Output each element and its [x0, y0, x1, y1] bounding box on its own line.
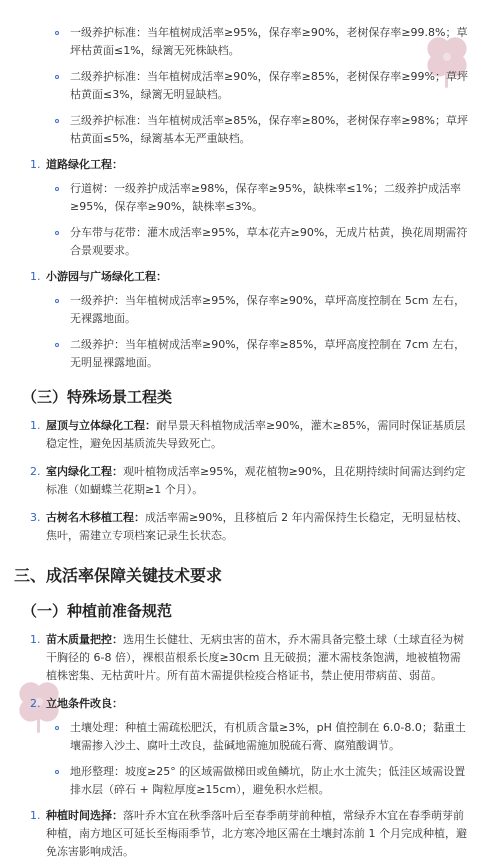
item-text: 成活率需≥90%，且移植后 2 年内需保持生长稳定，无明显枯枝、焦叶，需建立专项档案记录生长状态。 — [46, 511, 468, 542]
item-text: 观叶植物成活率≥95%，观花植物≥90%，且花期持续时间需达到约定标准（如蝴蝶兰花期≥1 个月）。 — [46, 465, 466, 496]
item-title: 古树名木移植工程： — [46, 511, 145, 524]
numbered-item — [30, 695, 470, 713]
list-item: 一级养护：当年植树成活率≥95%，保存率≥90%，草坪高度控制在 5cm 左右，无裸露地面。 — [50, 292, 470, 328]
numbered-item — [30, 631, 470, 685]
numbered-item — [30, 509, 470, 545]
list-item: 二级养护标准：当年植树成活率≥90%，保存率≥85%，老树保存率≥99%；草坪枯黄面≤3%，绿篱无明显缺档。 — [50, 68, 470, 104]
list-item: 土壤处理：种植土需疏松肥沃，有机质含量≥3%，pH 值控制在 6.0-8.0；黏重土壤需掺入沙土、腐叶土改良，盐碱地需施加脱硫石膏、腐殖酸调节。 — [50, 719, 470, 755]
item-text: 落叶乔木宜在秋季落叶后至春季萌芽前种植，常绿乔木宜在春季萌芽前种植，南方地区可延长至梅雨季节，北方寒冷地区需在土壤封冻前 1 个月完成种植，避免冻害影响成活。 — [46, 809, 467, 858]
list-item: 分车带与花带：灌木成活率≥95%，草本花卉≥90%，无成片枯黄，换花周期需符合景观要求。 — [50, 224, 470, 260]
numbered-item — [30, 463, 470, 499]
item-number: 1. — [30, 158, 41, 171]
item-title: 苗木质量把控： — [46, 633, 123, 646]
item-title: 种植时间选择： — [46, 809, 123, 822]
numbered-item — [30, 807, 470, 861]
item-text: 选用生长健壮、无病虫害的苗木，乔木需具备完整土球（土球直径为树干胸径的 6-8 倍），裸根苗根系长度≥30cm 且无破损；灌木需枝条饱满，地被植物需植株密集、无枯黄叶片。所有苗木需提供检疫合格证书，禁止使用带病苗、弱苗。 — [46, 633, 464, 682]
item-title: 小游园与广场绿化工程： — [46, 270, 167, 283]
item-title: 屋顶与立体绿化工程： — [46, 419, 156, 432]
item-number: 3. — [30, 511, 41, 524]
list-item: 行道树：一级养护成活率≥98%，保存率≥95%，缺株率≤1%；二级养护成活率≥95%，保存率≥90%，缺株率≤3%。 — [50, 180, 470, 216]
list-item: 一级养护标准：当年植树成活率≥95%，保存率≥90%，老树保存率≥99.8%；草坪枯黄面≤1%，绿篱无死株缺档。 — [50, 24, 470, 60]
numbered-item — [30, 156, 470, 174]
section-heading: （三）特殊场景工程类 — [22, 388, 173, 406]
numbered-item — [30, 417, 470, 453]
item-number: 2. — [30, 465, 41, 478]
list-item: 地形整理：坡度≥25° 的区域需做梯田或鱼鳞坑，防止水土流失；低洼区域需设置排水层（碎石 + 陶粒厚度≥15cm），避免积水烂根。 — [50, 763, 470, 799]
item-number: 1. — [30, 809, 41, 822]
item-number: 2. — [30, 697, 41, 710]
item-title: 室内绿化工程： — [46, 465, 123, 478]
list-item: 二级养护：当年植树成活率≥90%，保存率≥85%，草坪高度控制在 7cm 左右，无明显裸露地面。 — [50, 336, 470, 372]
item-title: 道路绿化工程： — [46, 158, 123, 171]
item-number: 1. — [30, 633, 41, 646]
numbered-item — [30, 268, 470, 286]
section-heading: （一）种植前准备规范 — [22, 602, 173, 620]
item-number: 1. — [30, 270, 41, 283]
chapter-heading: 三、成活率保障关键技术要求 — [14, 566, 223, 585]
item-number: 1. — [30, 419, 41, 432]
list-item: 三级养护标准：当年植树成活率≥85%，保存率≥80%，老树保存率≥98%；草坪枯黄面≤5%，绿篱基本无严重缺档。 — [50, 112, 470, 148]
item-text: 耐旱景天科植物成活率≥90%，灌木≥85%，需同时保证基质层稳定性，避免因基质流失导致死亡。 — [46, 419, 466, 450]
item-title: 立地条件改良： — [46, 697, 123, 710]
